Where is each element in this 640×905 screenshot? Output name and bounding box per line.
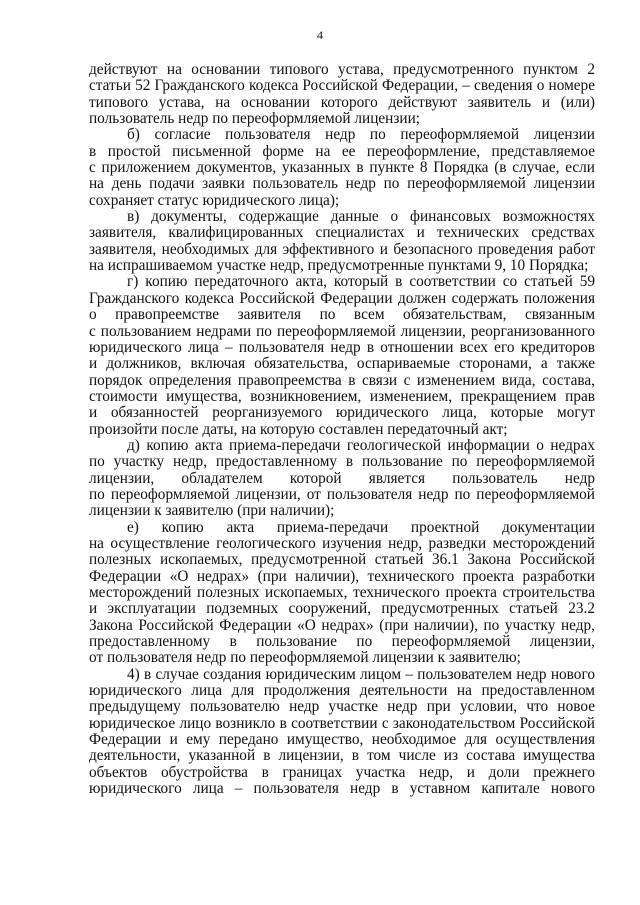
- text-line: и должников, включая обязательства, оспариваемые сторонами, а также: [89, 356, 595, 373]
- text-line: заявителя, необходимых для эффективного и безопасного проведения работ: [89, 241, 595, 258]
- text-line: юридическое лицо возникло в соответствии с законодательством Российской: [89, 715, 595, 732]
- text-line: от пользователя недр по переоформляемой лицензии к заявителю;: [89, 650, 521, 667]
- text-line: по переоформляемой лицензии, от пользователя недр по переоформляемой: [89, 486, 595, 503]
- text-line: в) документы, содержащие данные о финансовых возможностях: [127, 209, 595, 226]
- text-line: о правопреемстве заявителя по всем обязательствам, связанным: [89, 307, 595, 324]
- text-line: произойти после даты, на которую составлен передаточный акт;: [89, 421, 508, 438]
- text-line: д) копию акта приема-передачи геологической информации о недрах: [127, 437, 595, 454]
- text-line: и обязанностей реорганизуемого юридического лица, которые могут: [89, 405, 595, 422]
- text-line: лицензии к заявителю (при наличии);: [89, 503, 335, 520]
- text-line: Федерации и ему передано имущество, необходимое для осуществления: [89, 732, 595, 749]
- text-line: лицензии, обладателем которой является пользователь недр: [89, 470, 595, 487]
- text-line: месторождений полезных ископаемых, технического проекта строительства: [89, 585, 595, 601]
- text-line: объектов обустройства в границах участка недр, и доли прежнего: [89, 764, 595, 781]
- text-line: и эксплуатации подземных сооружений, предусмотренных статьей 23.2: [89, 601, 595, 618]
- text-line: с приложением документов, указанных в пункте 8 Порядка (в случае, если: [89, 160, 595, 177]
- text-line: предоставленному в пользование по переоформляемой лицензии,: [89, 634, 595, 651]
- text-line: полезных ископаемых, предусмотренной статьей 36.1 Закона Российской: [89, 552, 595, 569]
- text-line: по участку недр, предоставленному в пользование по переоформляемой: [89, 454, 595, 471]
- document-body: [89, 62, 595, 797]
- text-line: типового устава, на основании которого действуют заявитель и (или): [89, 94, 595, 111]
- text-line: Федерации «О недрах» (при наличии), технического проекта разработки: [89, 568, 595, 585]
- text-line: сохраняет статус юридического лица);: [89, 192, 340, 209]
- text-line: деятельности, указанной в лицензии, в том числе из состава имущества: [89, 748, 595, 765]
- page-number: 4: [317, 28, 323, 42]
- text-line: г) копию передаточного акта, который в соответствии со статьей 59: [127, 274, 595, 291]
- text-line: юридического лица для продолжения деятельности на предоставленном: [89, 683, 595, 700]
- text-line: на осуществление геологического изучения недр, разведки месторождений: [89, 535, 595, 552]
- text-line: на день подачи заявки пользователь недр по переоформляемой лицензии: [89, 176, 595, 193]
- text-line: б) согласие пользователя недр по переоформляемой лицензии: [127, 127, 595, 144]
- text-line: статьи 52 Гражданского кодекса Российской Федерации, – сведения о номере: [89, 78, 595, 95]
- text-line: с пользованием недрами по переоформляемой лицензии, реорганизованного: [89, 323, 595, 340]
- text-line: заявителя, квалифицированных специалистах и технических средствах: [89, 225, 595, 242]
- text-line: на испрашиваемом участке недр, предусмотренные пунктами 9, 10 Порядка;: [89, 258, 589, 275]
- text-line: Гражданского кодекса Российской Федерации должен содержать положения: [89, 290, 595, 307]
- text-line: 4) в случае создания юридическим лицом – пользователем недр нового: [127, 666, 595, 683]
- text-line: порядок определения правопреемства в связи с изменением вида, состава,: [89, 372, 595, 389]
- text-line: стоимости имущества, возникновением, изменением, прекращением прав: [89, 388, 595, 405]
- text-line: е) копию акта приема-передачи проектной документации: [127, 519, 595, 536]
- text-line: Закона Российской Федерации «О недрах» (при наличии), по участку недр,: [89, 617, 595, 634]
- text-line: в простой письменной форме на ее переоформление, представляемое: [89, 143, 595, 160]
- text-line: действуют на основании типового устава, предусмотренного пунктом 2: [89, 62, 595, 78]
- text-line: пользователь недр по переоформляемой лицензии;: [89, 111, 421, 128]
- text-line: юридического лица – пользователя недр в уставном капитале нового: [89, 781, 595, 798]
- text-line: юридического лица – пользователя недр в отношении всех его кредиторов: [89, 339, 595, 356]
- text-line: предыдущему пользователю недр участке недр при условии, что новое: [89, 699, 595, 716]
